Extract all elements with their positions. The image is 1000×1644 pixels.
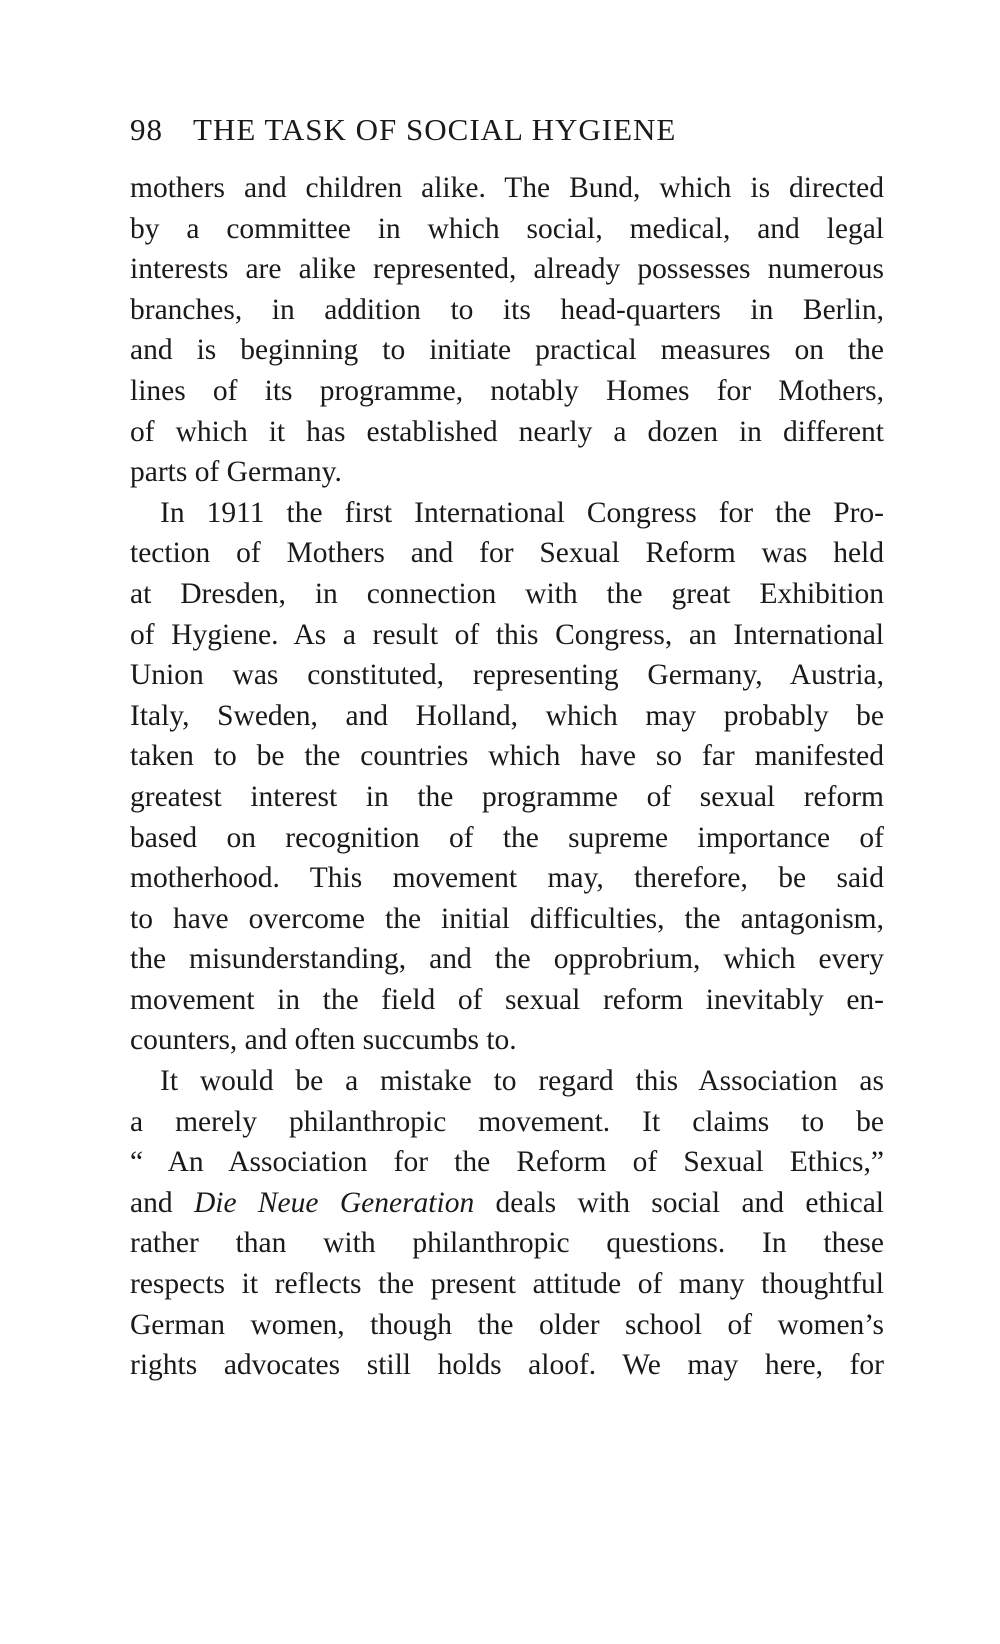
text-line: of which it has established nearly a dozen in different [130, 415, 884, 448]
text-line: counters, and often succumbs to. [130, 1024, 517, 1057]
text-line-with-title [130, 1183, 884, 1224]
text-line: motherhood. This movement may, therefore, be said [130, 862, 884, 895]
text-line: Union was constituted, representing Germany, Austria, [130, 659, 884, 692]
text-line: “ An Association for the Reform of Sexual Ethics,” [130, 1146, 884, 1179]
text-line: Italy, Sweden, and Holland, which may probably be [130, 699, 884, 732]
text-line: German women, though the older school of women’s [130, 1308, 884, 1341]
text-line: of Hygiene. As a result of this Congress, an International [130, 618, 884, 651]
text-line: parts of Germany. [130, 456, 342, 489]
running-title: THE TASK OF SOCIAL HYGIENE [193, 112, 677, 147]
text-line: It would be a mistake to regard this Association as [160, 1065, 884, 1098]
text-line: by a committee in which social, medical, and legal [130, 212, 884, 245]
text-line: In 1911 the first International Congress for the Pro- [160, 496, 884, 529]
text-line: tection of Mothers and for Sexual Reform was held [130, 537, 884, 570]
paragraph-3 [130, 1061, 884, 1386]
text-line: to have overcome the initial difficulties, the antagonism, [130, 902, 884, 935]
text-line: lines of its programme, notably Homes for Mothers, [130, 374, 884, 407]
text-line: at Dresden, in connection with the great Exhibition [130, 577, 884, 610]
text-fragment: and [130, 1186, 173, 1219]
body-text [130, 168, 884, 1386]
text-line: taken to be the countries which have so far manifested [130, 740, 884, 773]
text-line: a merely philanthropic movement. It claims to be [130, 1105, 884, 1138]
text-line: interests are alike represented, already possesses numerous [130, 253, 884, 286]
text-fragment: deals with social and ethical [495, 1186, 884, 1219]
text-line: based on recognition of the supreme importance of [130, 821, 884, 854]
periodical-title: Die Neue Generation [193, 1186, 475, 1219]
text-line: respects it reflects the present attitude of many thoughtful [130, 1268, 884, 1301]
running-header [130, 112, 890, 156]
text-line: rather than with philanthropic questions. In these [130, 1227, 884, 1260]
page-number: 98 [130, 112, 163, 147]
text-line: greatest interest in the programme of sexual reform [130, 780, 884, 813]
paragraph-1 [130, 168, 884, 493]
text-line: and is beginning to initiate practical measures on the [130, 334, 884, 367]
text-line: branches, in addition to its head-quarters in Berlin, [130, 293, 884, 326]
text-line: rights advocates still holds aloof. We may here, for [130, 1349, 884, 1382]
text-line: mothers and children alike. The Bund, which is directed [130, 172, 884, 204]
text-line: movement in the field of sexual reform inevitably en- [130, 983, 884, 1016]
text-line: the misunderstanding, and the opprobrium, which every [130, 943, 884, 976]
paragraph-2 [130, 493, 884, 1061]
